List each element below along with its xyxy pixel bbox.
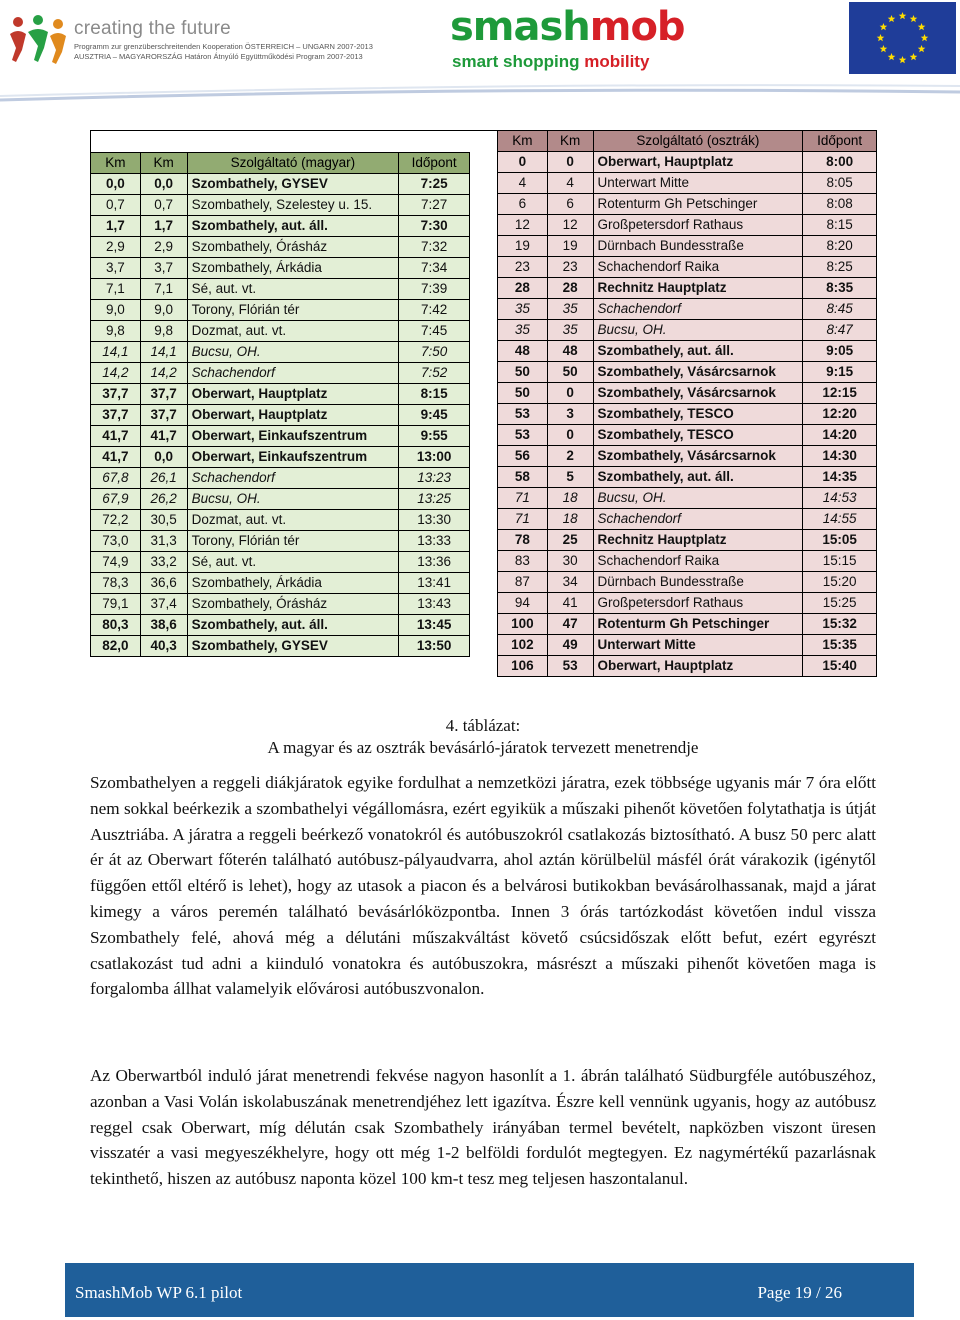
- table-row: [91, 447, 470, 468]
- eu-flag-icon: [849, 2, 956, 74]
- km-leg-cell: 2: [547, 446, 593, 467]
- time-cell: 7:27: [399, 195, 470, 216]
- tagline-part-2: mobility: [584, 52, 650, 71]
- km-start-cell: 53: [498, 404, 548, 425]
- table-row: [91, 216, 470, 237]
- stop-name-cell: Rotenturm Gh Petschinger: [593, 614, 803, 635]
- col-header-km1: Km: [91, 153, 141, 174]
- body-paragraph-2: Az Oberwartból induló járat menetrendi fekvése nagyon hasonlít a 1. ábrán található Südburgféle autóbuszéhoz, azonban a Vasi Volán iskolabuszának menetrendjéhez lett igazítva. Észre kell vennünk ugyanis, hogy az autóbusz reggel csak Oberwart, míg délután csak Szombathely irányában termel bevételt, napközben viszont üresen visszatér a vasi megyeszékhelyre, hogy ott még 1-2 belföldi fordulót megtegyen. Ez nagymértékű pazarlásnak tekinthető, hiszen az autóbusz naponta közel 100 km-t tesz meg teljesen haszontalanul.: [90, 1066, 876, 1189]
- time-cell: 14:20: [803, 425, 877, 446]
- stop-name-cell: Szombathely, Vásárcsarnok: [593, 362, 803, 383]
- km-leg-cell: 14,2: [140, 363, 187, 384]
- time-cell: 7:45: [399, 321, 470, 342]
- time-cell: 8:35: [803, 278, 877, 299]
- stop-name-cell: Torony, Flórián tér: [187, 531, 399, 552]
- table-caption-title: A magyar és az osztrák bevásárló-járatok tervezett menetrendje: [267, 738, 699, 757]
- stop-name-cell: Oberwart, Hauptplatz: [593, 656, 803, 677]
- page-header: [0, 0, 960, 100]
- km-start-cell: 0,7: [91, 195, 141, 216]
- time-cell: 7:39: [399, 279, 470, 300]
- km-leg-cell: 35: [547, 320, 593, 341]
- time-cell: 15:20: [803, 572, 877, 593]
- time-cell: 13:43: [399, 594, 470, 615]
- time-cell: 8:45: [803, 299, 877, 320]
- table-row: [498, 194, 877, 215]
- time-cell: 15:40: [803, 656, 877, 677]
- stop-name-cell: Oberwart, Hauptplatz: [593, 152, 803, 173]
- table-caption-number: 4. táblázat:: [445, 716, 521, 735]
- stop-name-cell: Szombathely, Szelestey u. 15.: [187, 195, 399, 216]
- col-header-time: Időpont: [399, 153, 470, 174]
- km-start-cell: 58: [498, 467, 548, 488]
- time-cell: 9:05: [803, 341, 877, 362]
- km-leg-cell: 0,0: [140, 447, 187, 468]
- km-leg-cell: 40,3: [140, 636, 187, 657]
- table-row: [498, 572, 877, 593]
- km-leg-cell: 37,7: [140, 405, 187, 426]
- stop-name-cell: Szombathely, TESCO: [593, 425, 803, 446]
- table-row: [91, 363, 470, 384]
- km-leg-cell: 3: [547, 404, 593, 425]
- stop-name-cell: Oberwart, Einkaufszentrum: [187, 426, 399, 447]
- km-start-cell: 80,3: [91, 615, 141, 636]
- km-leg-cell: 18: [547, 488, 593, 509]
- km-start-cell: 72,2: [91, 510, 141, 531]
- stop-name-cell: Rechnitz Hauptplatz: [593, 278, 803, 299]
- km-start-cell: 67,8: [91, 468, 141, 489]
- km-start-cell: 23: [498, 257, 548, 278]
- km-leg-cell: 12: [547, 215, 593, 236]
- col-header-km2: Km: [547, 131, 593, 152]
- km-start-cell: 71: [498, 509, 548, 530]
- km-start-cell: 71: [498, 488, 548, 509]
- stop-name-cell: Torony, Flórián tér: [187, 300, 399, 321]
- km-start-cell: 1,7: [91, 216, 141, 237]
- km-start-cell: 78: [498, 530, 548, 551]
- time-cell: 8:00: [803, 152, 877, 173]
- table-row: [498, 383, 877, 404]
- ctf-program-line-hu: AUSZTRIA – MAGYARORSZÁG Határon Átnyúló Együttműködési Program 2007-2013: [74, 52, 363, 61]
- stop-name-cell: Bucsu, OH.: [187, 489, 399, 510]
- col-header-provider: Szolgáltató (magyar): [187, 153, 399, 174]
- time-cell: 8:08: [803, 194, 877, 215]
- km-start-cell: 14,1: [91, 342, 141, 363]
- table-row: [498, 425, 877, 446]
- stop-name-cell: Großpetersdorf Rathaus: [593, 593, 803, 614]
- stop-name-cell: Oberwart, Hauptplatz: [187, 405, 399, 426]
- km-start-cell: 2,9: [91, 237, 141, 258]
- km-start-cell: 78,3: [91, 573, 141, 594]
- time-cell: 13:36: [399, 552, 470, 573]
- stop-name-cell: Schachendorf: [593, 509, 803, 530]
- stop-name-cell: Szombathely, TESCO: [593, 404, 803, 425]
- km-leg-cell: 4: [547, 173, 593, 194]
- people-figures-icon: [8, 12, 70, 68]
- km-start-cell: 37,7: [91, 384, 141, 405]
- time-cell: 15:15: [803, 551, 877, 572]
- km-leg-cell: 48: [547, 341, 593, 362]
- table-row: [91, 405, 470, 426]
- stop-name-cell: Schachendorf: [187, 468, 399, 489]
- smashmob-logo: [450, 4, 685, 74]
- table-row: [91, 384, 470, 405]
- stop-name-cell: Sé, aut. vt.: [187, 552, 399, 573]
- time-cell: 7:25: [399, 174, 470, 195]
- km-start-cell: 56: [498, 446, 548, 467]
- col-header-km2: Km: [140, 153, 187, 174]
- table-row: [498, 488, 877, 509]
- time-cell: 14:35: [803, 467, 877, 488]
- ctf-program-line-de: Programm zur grenzüberschreitenden Kooperation ÖSTERREICH – UNGARN 2007-2013: [74, 42, 373, 51]
- stop-name-cell: Schachendorf: [593, 299, 803, 320]
- km-leg-cell: 0,7: [140, 195, 187, 216]
- table-row: [498, 320, 877, 341]
- time-cell: 15:05: [803, 530, 877, 551]
- body-paragraph-1: Szombathelyen a reggeli diákjáratok egyike fordulhat a nemzetközi járatra, ezek többsége ugyanis már 7 óra előtt nem sokkal beérkezik a szombathelyi végállomásra, ezért egyikük a műszaki pihenőt követően folytathatja is útját Ausztriába. A járatra a reggeli beérkező vonatokról és autóbuszokról csatlakozás biztosítható. A busz 50 perc alatt ér át az Oberwart főterén található autóbusz-pályaudvarra, ahol aztán körülbelül másfél órát várakozik (igénytől függően ettől eltérő is lehet), hogy az utasok a piacon és a belvárosi butikokban bevásárolhassanak, majd a járat kimegy a város peremén található bevásárlóközpontba. Innen 3 órás tartózkodást követően indul vissza Szombathely felé, ahová még a délutáni műszakváltást követő csúcsidőszak előtt befut, ezért egyrészt csatlakozást tud adni a kiinduló vonatokra és autóbuszokra, másrészt a műszaki pihenőt követően maga is forgalomba állhat valamelyik elővárosi autóbuszvonalon.: [90, 773, 876, 999]
- km-start-cell: 14,2: [91, 363, 141, 384]
- header-swoosh: [0, 78, 960, 102]
- stop-name-cell: Oberwart, Einkaufszentrum: [187, 447, 399, 468]
- km-start-cell: 48: [498, 341, 548, 362]
- col-header-km1: Km: [498, 131, 548, 152]
- stop-name-cell: Szombathely, aut. áll.: [593, 467, 803, 488]
- km-leg-cell: 3,7: [140, 258, 187, 279]
- km-start-cell: 87: [498, 572, 548, 593]
- km-leg-cell: 26,1: [140, 468, 187, 489]
- time-cell: 8:15: [803, 215, 877, 236]
- km-start-cell: 0,0: [91, 174, 141, 195]
- table-row: [498, 614, 877, 635]
- time-cell: 13:25: [399, 489, 470, 510]
- km-leg-cell: 9,0: [140, 300, 187, 321]
- time-cell: 9:55: [399, 426, 470, 447]
- km-leg-cell: 0,0: [140, 174, 187, 195]
- stop-name-cell: Szombathely, aut. áll.: [593, 341, 803, 362]
- time-cell: 7:32: [399, 237, 470, 258]
- time-cell: 8:25: [803, 257, 877, 278]
- stop-name-cell: Schachendorf Raika: [593, 551, 803, 572]
- time-cell: 12:20: [803, 404, 877, 425]
- time-cell: 13:45: [399, 615, 470, 636]
- km-start-cell: 41,7: [91, 447, 141, 468]
- stop-name-cell: Dozmat, aut. vt.: [187, 321, 399, 342]
- stop-name-cell: Szombathely, aut. áll.: [187, 615, 399, 636]
- km-leg-cell: 33,2: [140, 552, 187, 573]
- km-start-cell: 53: [498, 425, 548, 446]
- creating-the-future-logo: [8, 12, 373, 72]
- time-cell: 7:42: [399, 300, 470, 321]
- km-start-cell: 74,9: [91, 552, 141, 573]
- time-cell: 15:25: [803, 593, 877, 614]
- time-cell: 13:50: [399, 636, 470, 657]
- km-leg-cell: 26,2: [140, 489, 187, 510]
- stop-name-cell: Szombathely, GYSEV: [187, 636, 399, 657]
- km-start-cell: 35: [498, 299, 548, 320]
- km-leg-cell: 37,4: [140, 594, 187, 615]
- footer-project-label: SmashMob WP 6.1 pilot: [75, 1283, 243, 1302]
- table-row: [498, 362, 877, 383]
- stop-name-cell: Bucsu, OH.: [593, 320, 803, 341]
- time-cell: 8:05: [803, 173, 877, 194]
- km-leg-cell: 38,6: [140, 615, 187, 636]
- km-start-cell: 35: [498, 320, 548, 341]
- smashmob-wordmark: [450, 4, 685, 50]
- table-row: [91, 279, 470, 300]
- time-cell: 8:47: [803, 320, 877, 341]
- stop-name-cell: Szombathely, GYSEV: [187, 174, 399, 195]
- km-leg-cell: 37,7: [140, 384, 187, 405]
- table-header-row: [498, 131, 877, 152]
- ctf-title: creating the future: [74, 18, 231, 39]
- stop-name-cell: Szombathely, Vásárcsarnok: [593, 383, 803, 404]
- time-cell: 7:30: [399, 216, 470, 237]
- km-start-cell: 73,0: [91, 531, 141, 552]
- km-leg-cell: 0: [547, 425, 593, 446]
- km-start-cell: 9,8: [91, 321, 141, 342]
- time-cell: 7:34: [399, 258, 470, 279]
- mob-word: mob: [589, 4, 685, 50]
- km-start-cell: 6: [498, 194, 548, 215]
- stop-name-cell: Szombathely, Árkádia: [187, 573, 399, 594]
- table-row: [91, 426, 470, 447]
- km-leg-cell: 30: [547, 551, 593, 572]
- footer-page-number: Page 19 / 26: [757, 1283, 842, 1302]
- stop-name-cell: Szombathely, aut. áll.: [187, 216, 399, 237]
- km-leg-cell: 41,7: [140, 426, 187, 447]
- time-cell: 8:15: [399, 384, 470, 405]
- table-row: [91, 195, 470, 216]
- table-row: [91, 636, 470, 657]
- time-cell: 13:30: [399, 510, 470, 531]
- table-row: [498, 278, 877, 299]
- stop-name-cell: Oberwart, Hauptplatz: [187, 384, 399, 405]
- km-leg-cell: 49: [547, 635, 593, 656]
- stop-name-cell: Schachendorf: [187, 363, 399, 384]
- table-row: [91, 489, 470, 510]
- km-start-cell: 12: [498, 215, 548, 236]
- time-cell: 13:23: [399, 468, 470, 489]
- km-start-cell: 50: [498, 362, 548, 383]
- time-cell: 7:50: [399, 342, 470, 363]
- table-row: [91, 300, 470, 321]
- km-leg-cell: 36,6: [140, 573, 187, 594]
- time-cell: 8:20: [803, 236, 877, 257]
- km-start-cell: 100: [498, 614, 548, 635]
- km-leg-cell: 5: [547, 467, 593, 488]
- time-cell: 13:41: [399, 573, 470, 594]
- table-row: [498, 509, 877, 530]
- time-cell: 12:15: [803, 383, 877, 404]
- table-row: [498, 530, 877, 551]
- table-row: [498, 299, 877, 320]
- km-start-cell: 106: [498, 656, 548, 677]
- col-header-time: Időpont: [803, 131, 877, 152]
- km-start-cell: 37,7: [91, 405, 141, 426]
- stop-name-cell: Bucsu, OH.: [187, 342, 399, 363]
- stop-name-cell: Szombathely, Órásház: [187, 237, 399, 258]
- table-row: [91, 258, 470, 279]
- table-row: [498, 152, 877, 173]
- km-start-cell: 50: [498, 383, 548, 404]
- table-row: [498, 467, 877, 488]
- km-leg-cell: 50: [547, 362, 593, 383]
- table-row: [498, 173, 877, 194]
- km-start-cell: 9,0: [91, 300, 141, 321]
- km-leg-cell: 7,1: [140, 279, 187, 300]
- page-footer: [65, 1263, 914, 1317]
- time-cell: 13:00: [399, 447, 470, 468]
- km-leg-cell: 35: [547, 299, 593, 320]
- table-row: [498, 635, 877, 656]
- stop-name-cell: Dürnbach Bundesstraße: [593, 572, 803, 593]
- table-row: [91, 321, 470, 342]
- table-row: [498, 593, 877, 614]
- km-leg-cell: 0: [547, 152, 593, 173]
- km-start-cell: 19: [498, 236, 548, 257]
- col-header-provider: Szolgáltató (osztrák): [593, 131, 803, 152]
- km-start-cell: 4: [498, 173, 548, 194]
- time-cell: 13:33: [399, 531, 470, 552]
- table-header-row: [91, 153, 470, 174]
- table-row: [498, 656, 877, 677]
- km-leg-cell: 2,9: [140, 237, 187, 258]
- stop-name-cell: Unterwart Mitte: [593, 173, 803, 194]
- km-start-cell: 41,7: [91, 426, 141, 447]
- km-leg-cell: 19: [547, 236, 593, 257]
- table-row: [91, 237, 470, 258]
- table-row: [498, 257, 877, 278]
- km-start-cell: 82,0: [91, 636, 141, 657]
- km-leg-cell: 31,3: [140, 531, 187, 552]
- km-leg-cell: 53: [547, 656, 593, 677]
- table-row: [498, 341, 877, 362]
- table-row: [91, 615, 470, 636]
- table-row: [91, 552, 470, 573]
- table-row: [91, 174, 470, 195]
- km-start-cell: 102: [498, 635, 548, 656]
- km-leg-cell: 23: [547, 257, 593, 278]
- smash-word: smash: [450, 4, 590, 50]
- stop-name-cell: Szombathely, Árkádia: [187, 258, 399, 279]
- time-cell: 14:30: [803, 446, 877, 467]
- km-leg-cell: 18: [547, 509, 593, 530]
- km-start-cell: 0: [498, 152, 548, 173]
- stop-name-cell: Rechnitz Hauptplatz: [593, 530, 803, 551]
- stop-name-cell: Sé, aut. vt.: [187, 279, 399, 300]
- stop-name-cell: Großpetersdorf Rathaus: [593, 215, 803, 236]
- km-start-cell: 79,1: [91, 594, 141, 615]
- stop-name-cell: Szombathely, Órásház: [187, 594, 399, 615]
- table-row: [498, 551, 877, 572]
- table-row: [91, 531, 470, 552]
- km-start-cell: 7,1: [91, 279, 141, 300]
- km-start-cell: 94: [498, 593, 548, 614]
- stop-name-cell: Dürnbach Bundesstraße: [593, 236, 803, 257]
- km-leg-cell: 1,7: [140, 216, 187, 237]
- table-row: [91, 594, 470, 615]
- km-leg-cell: 41: [547, 593, 593, 614]
- time-cell: 14:55: [803, 509, 877, 530]
- time-cell: 9:15: [803, 362, 877, 383]
- stop-name-cell: Unterwart Mitte: [593, 635, 803, 656]
- km-start-cell: 3,7: [91, 258, 141, 279]
- stop-name-cell: Dozmat, aut. vt.: [187, 510, 399, 531]
- km-leg-cell: 25: [547, 530, 593, 551]
- table-corner-blank: [90, 130, 497, 152]
- km-leg-cell: 30,5: [140, 510, 187, 531]
- time-cell: 15:35: [803, 635, 877, 656]
- table-row: [498, 446, 877, 467]
- km-leg-cell: 14,1: [140, 342, 187, 363]
- km-start-cell: 28: [498, 278, 548, 299]
- austrian-timetable: [497, 130, 877, 677]
- table-row: [91, 573, 470, 594]
- time-cell: 14:53: [803, 488, 877, 509]
- stop-name-cell: Bucsu, OH.: [593, 488, 803, 509]
- time-cell: 15:32: [803, 614, 877, 635]
- table-row: [91, 510, 470, 531]
- hungarian-timetable: [90, 152, 470, 657]
- km-leg-cell: 0: [547, 383, 593, 404]
- km-leg-cell: 47: [547, 614, 593, 635]
- time-cell: 7:52: [399, 363, 470, 384]
- table-row: [498, 215, 877, 236]
- km-leg-cell: 34: [547, 572, 593, 593]
- smashmob-tagline: [452, 52, 649, 72]
- table-row: [91, 342, 470, 363]
- stop-name-cell: Szombathely, Vásárcsarnok: [593, 446, 803, 467]
- table-row: [91, 468, 470, 489]
- km-leg-cell: 6: [547, 194, 593, 215]
- km-start-cell: 83: [498, 551, 548, 572]
- km-start-cell: 67,9: [91, 489, 141, 510]
- km-leg-cell: 9,8: [140, 321, 187, 342]
- time-cell: 9:45: [399, 405, 470, 426]
- table-row: [498, 236, 877, 257]
- tagline-part-1: smart shopping: [452, 52, 585, 71]
- km-leg-cell: 28: [547, 278, 593, 299]
- table-row: [498, 404, 877, 425]
- stop-name-cell: Rotenturm Gh Petschinger: [593, 194, 803, 215]
- stop-name-cell: Schachendorf Raika: [593, 257, 803, 278]
